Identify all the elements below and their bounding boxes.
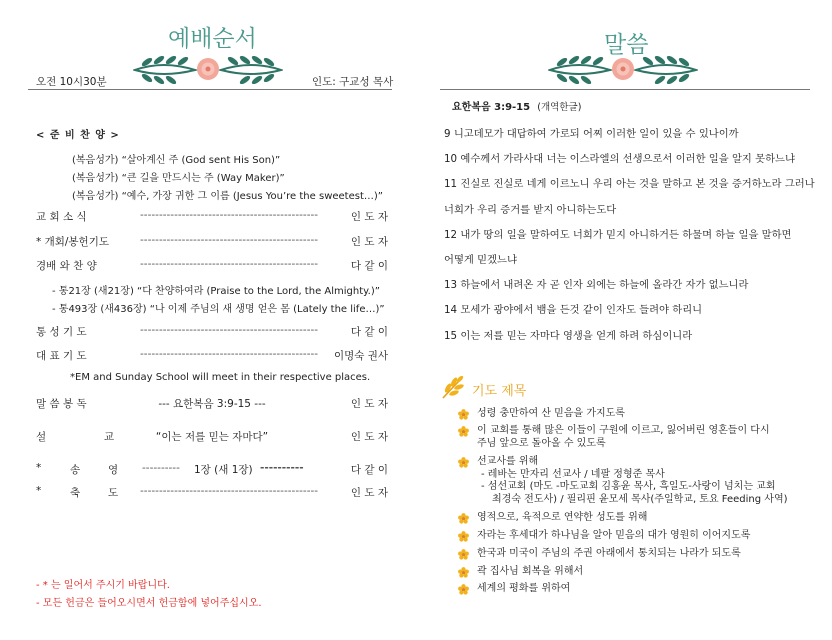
prayer-text: - 섬선교회 (마도 -마도교회 김홍윤 목사, 흑일도-사랑이 넘치는 교회 xyxy=(481,481,776,492)
praise-header: < 준 비 찬 양 > xyxy=(36,130,120,141)
verse-line: 15 이는 저를 믿는 자마다 영생을 얻게 하려 하심이니라 xyxy=(444,330,693,342)
sunday-school-note: *EM and Sunday School will meet in their respective places. xyxy=(70,372,371,383)
passage-ref: 요한복음 3:9-15 xyxy=(452,102,531,113)
prayer-text: 곽 집사님 회복을 위해서 xyxy=(477,566,584,577)
flower-bullet-icon xyxy=(458,584,469,595)
hymn-line: - 통21장 (새21장) “다 찬양하여라 (Praise to the Lord, the Almighty.)” xyxy=(52,286,380,297)
prayer-text: 선교사를 위해 xyxy=(477,456,539,467)
leader-dashes: ----------------------------------------------- xyxy=(140,234,319,246)
service-leader: 인도: 구교성 목사 xyxy=(312,76,394,88)
leaf-sprig-icon xyxy=(440,376,466,400)
order-row-opening-prayer: * 개회/봉헌기도 ----------------------------------------------- 인 도 자 xyxy=(36,234,388,248)
leader-dashes: ---------- xyxy=(260,462,304,474)
prayer-text: 자라는 후세대가 하나님을 알아 믿음의 대가 영원히 이어지도록 xyxy=(477,530,751,541)
prayer-text: 주님 앞으로 돌아올 수 있도록 xyxy=(477,437,606,449)
flower-bullet-icon xyxy=(458,531,469,542)
footnote: - * 는 일어서 주시기 바랍니다. xyxy=(36,580,170,591)
leader-dashes: ----------------------------------------------- xyxy=(140,348,319,360)
order-row-unison-prayer: 통 성 기 도 ----------------------------------------------- 다 같 이 xyxy=(36,324,388,338)
passage-line xyxy=(452,98,581,113)
flower-bullet-icon xyxy=(458,549,469,560)
leader-dashes: ----------------------------------------------- xyxy=(140,485,319,497)
flower-bullet-icon xyxy=(458,426,469,437)
prayer-text: 이 교회를 통해 많은 이들이 구원에 이르고, 잃어버린 영혼들이 다시 xyxy=(477,425,770,436)
order-row-doxology: * 송 영 ---------- 1장 (새 1장) ---------- 다 같 이 xyxy=(36,462,388,476)
praise-song: (복음성가) “살아계신 주 (God sent His Son)” xyxy=(72,155,281,166)
service-time: 오전 10시30분 xyxy=(36,76,107,88)
order-of-worship-title: 예배순서 xyxy=(168,26,257,52)
bible-version: (개역한글) xyxy=(537,102,582,113)
floral-ornament-icon xyxy=(133,52,283,86)
prayer-title: 기도 제목 xyxy=(472,384,527,399)
flower-bullet-icon xyxy=(458,409,469,420)
hymn-line: - 통493장 (새436장) “나 이제 주님의 새 생명 얻은 몸 (Lately the life…)” xyxy=(52,304,385,315)
order-row-scripture: 말 씀 봉 독 --- 요한복음 3:9-15 --- 인 도 자 xyxy=(36,398,388,410)
verse-line: 어떻게 믿겠느냐 xyxy=(444,254,517,266)
verse-line: 12 내가 땅의 일을 말하여도 너희가 믿지 아니하거든 하물며 하늘 일을 말하면 xyxy=(444,229,792,241)
flower-bullet-icon xyxy=(458,457,469,468)
order-row-benediction: * 축 도 ----------------------------------------------- 인 도 자 xyxy=(36,485,388,499)
verse-line: 13 하늘에서 내려온 자 곧 인자 외에는 하늘에 올라간 자가 없느니라 xyxy=(444,279,749,291)
footnote: - 모든 헌금은 들어오시면서 헌금함에 넣어주십시오. xyxy=(36,598,262,609)
order-row-sermon: 설 교 “이는 저를 믿는 자마다” 인 도 자 xyxy=(36,431,388,443)
verse-line: 10 예수께서 가라사대 너는 이스라엘의 선생으로서 이러한 일을 알지 못하느냐 xyxy=(444,153,795,165)
order-row-representative-prayer: 대 표 기 도 ----------------------------------------------- 이명숙 권사 xyxy=(36,348,388,362)
verse-line: 11 진실로 진실로 네게 이르노니 우리 아는 것을 말하고 본 것을 증거하노라 그러나 xyxy=(444,178,815,190)
verse-line: 14 모세가 광야에서 뱀을 든것 같이 인자도 들려야 하리니 xyxy=(444,304,703,316)
header-divider xyxy=(28,89,392,90)
flower-bullet-icon xyxy=(458,513,469,524)
prayer-text: - 레바논 만자리 선교사 / 네팔 정형준 목사 xyxy=(481,468,665,480)
order-row-worship: 경배 와 찬 양 ----------------------------------------------- 다 같 이 xyxy=(36,258,388,272)
leader-dashes: ----------------------------------------------- xyxy=(140,258,319,270)
leader-dashes: ----------------------------------------------- xyxy=(140,209,319,221)
leader-dashes: ----------------------------------------------- xyxy=(140,324,319,336)
prayer-text: 영적으로, 육적으로 연약한 성도를 위해 xyxy=(477,512,648,523)
sermon-title: 말씀 xyxy=(604,32,649,58)
prayer-text: 최경숙 전도사) / 필리핀 윤모세 목사(주일학교, 토요 Feeding 사역) xyxy=(492,493,788,505)
verse-line: 너희가 우리 증거를 받지 아니하는도다 xyxy=(444,204,617,216)
right-header-divider xyxy=(440,89,810,90)
floral-ornament-icon xyxy=(548,52,698,86)
praise-song: (복음성가) “큰 길을 만드시는 주 (Way Maker)” xyxy=(72,173,285,184)
order-row-announcements: 교 회 소 식 ----------------------------------------------- 인 도 자 xyxy=(36,209,388,223)
verse-line: 9 니고데모가 대답하여 가로되 어찌 이러한 일이 있을 수 있나이까 xyxy=(444,128,739,140)
flower-bullet-icon xyxy=(458,567,469,578)
leader-dashes: ---------- xyxy=(142,462,180,474)
praise-song: (복음성가) “예수, 가장 귀한 그 이름 (Jesus You’re the sweetest…)” xyxy=(72,191,383,202)
prayer-text: 한국과 미국이 주님의 주권 아래에서 통치되는 나라가 되도록 xyxy=(477,548,741,559)
prayer-text: 성령 충만하여 산 믿음을 가지도록 xyxy=(477,408,625,419)
prayer-text: 세계의 평화를 위하여 xyxy=(477,583,571,594)
